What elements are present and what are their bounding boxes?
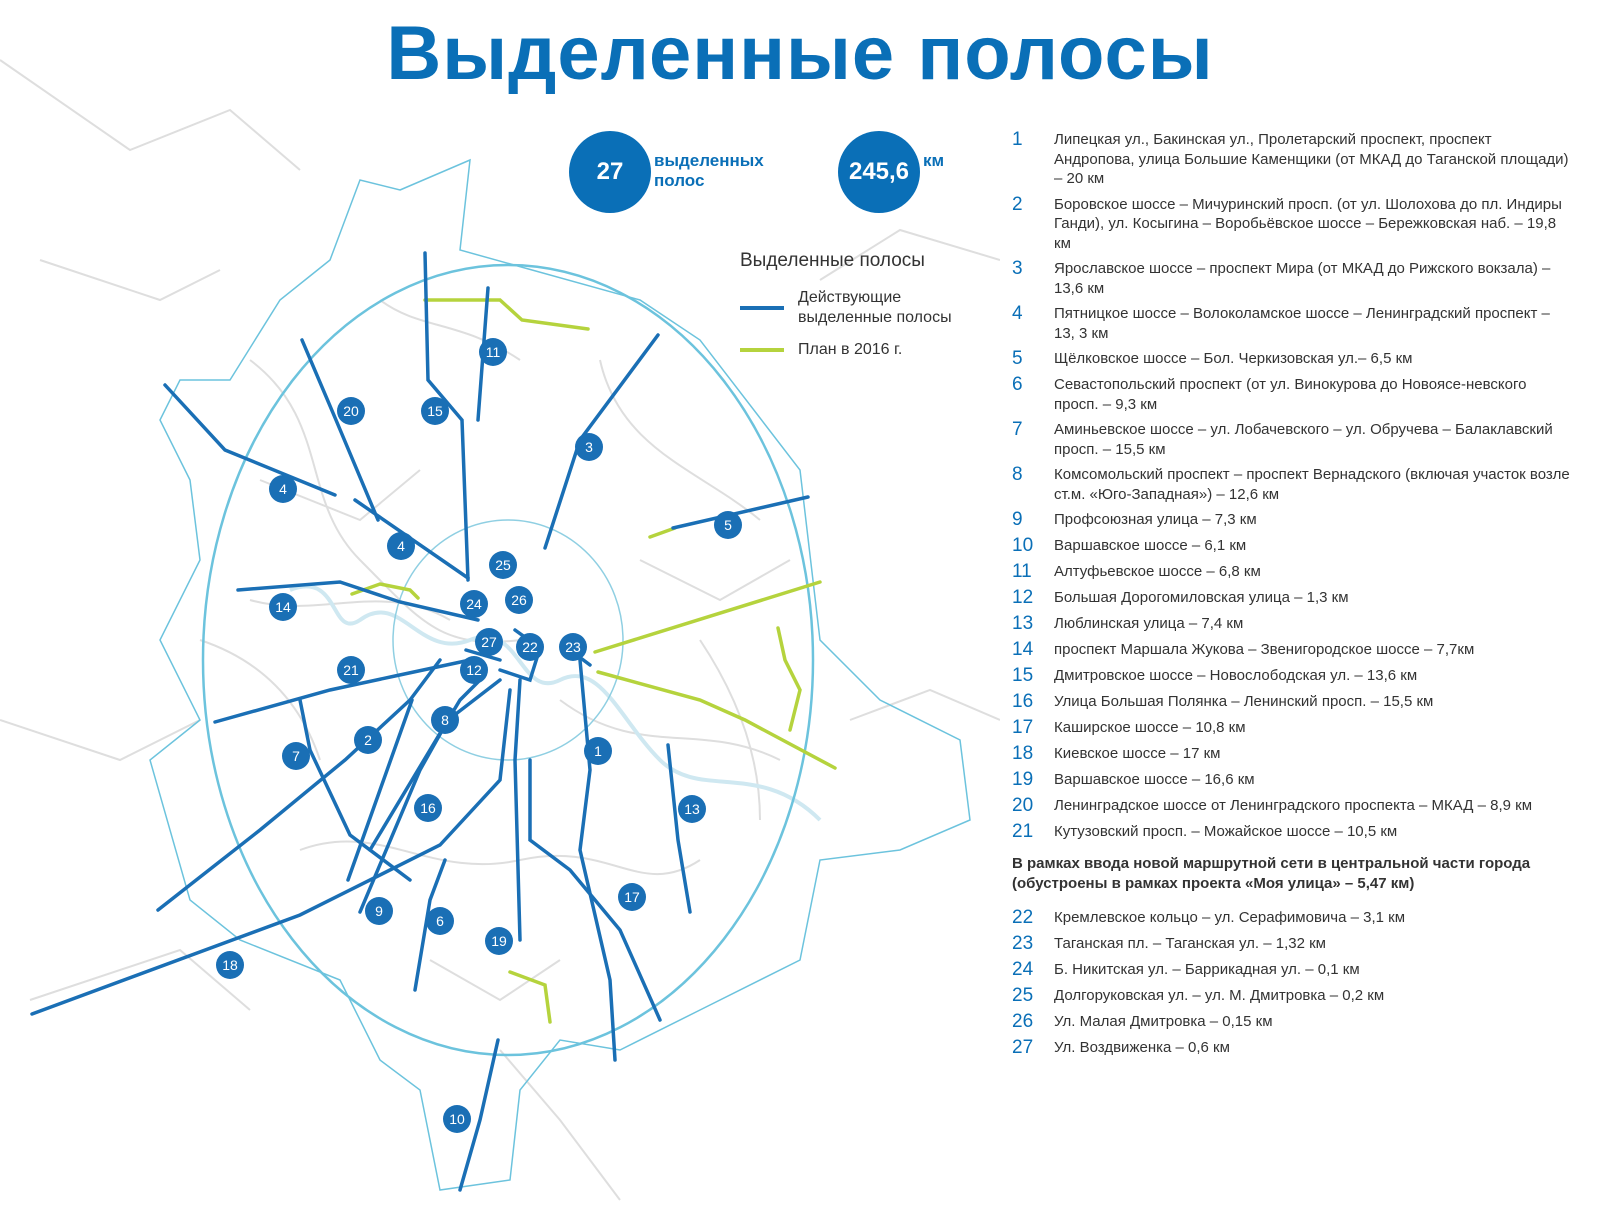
lane-2 bbox=[300, 700, 410, 880]
street-network bbox=[0, 60, 1000, 1200]
list-item: 19 Варшавское шоссе – 16,6 км bbox=[1012, 769, 1255, 790]
map-badge bbox=[575, 433, 603, 461]
list-item: 26 Ул. Малая Дмитровка – 0,15 км bbox=[1012, 1011, 1273, 1032]
plan-lane-shchelkovo bbox=[650, 528, 675, 537]
legend-title: Выделенные полосы bbox=[740, 250, 925, 271]
map-badge bbox=[426, 907, 454, 935]
list-item: 27 Ул. Воздвиженка – 0,6 км bbox=[1012, 1037, 1230, 1058]
list-item: 13 Люблинская улица – 7,4 км bbox=[1012, 613, 1244, 634]
list-item: 12 Большая Дорогомиловская улица – 1,3 км bbox=[1012, 587, 1349, 608]
map-badge bbox=[431, 706, 459, 734]
svg-text:9: 9 bbox=[375, 903, 383, 919]
svg-text:19: 19 bbox=[491, 933, 507, 949]
lane-20 bbox=[302, 340, 378, 520]
map-badge bbox=[337, 656, 365, 684]
svg-text:24: 24 bbox=[466, 596, 482, 612]
list-item: 15 Дмитровское шоссе – Новослободская ул. – 13,6 км bbox=[1012, 665, 1418, 686]
lane-4a bbox=[165, 385, 335, 495]
map-badge bbox=[414, 794, 442, 822]
svg-text:7: 7 bbox=[292, 748, 300, 764]
svg-text:6: 6 bbox=[436, 913, 444, 929]
svg-text:26: 26 bbox=[511, 592, 527, 608]
map-badge bbox=[678, 795, 706, 823]
total-km-label: км bbox=[923, 151, 945, 170]
list-item: 10 Варшавское шоссе – 6,1 км bbox=[1012, 535, 1247, 556]
lane-13 bbox=[668, 745, 690, 912]
svg-text:23: 23 bbox=[565, 639, 581, 655]
list-item: 21 Кутузовский просп. – Можайское шоссе – 10,5 км bbox=[1012, 821, 1398, 842]
list-item: 16 Улица Большая Полянка – Ленинский просп. – 15,5 км bbox=[1012, 691, 1434, 712]
svg-text:5: 5 bbox=[724, 517, 732, 533]
plan-lane-altufyevo bbox=[425, 300, 588, 329]
map-badge bbox=[460, 656, 488, 684]
list-item: 6 Севастопольский проспект (от ул. Винокурова до Новоясе-невского просп. – 9,3 км bbox=[1012, 374, 1527, 413]
total-km-circle: 245,6 bbox=[838, 131, 920, 213]
map-badge bbox=[479, 338, 507, 366]
svg-text:17: 17 bbox=[624, 889, 640, 905]
svg-text:15: 15 bbox=[427, 403, 443, 419]
map-badge bbox=[337, 397, 365, 425]
svg-text:11: 11 bbox=[485, 344, 501, 360]
svg-text:12: 12 bbox=[466, 662, 482, 678]
svg-text:8: 8 bbox=[441, 712, 449, 728]
map-badge bbox=[618, 883, 646, 911]
list-item: 5 Щёлковское шоссе – Бол. Черкизовская ул.– 6,5 км bbox=[1012, 348, 1413, 369]
map-badge bbox=[584, 737, 612, 765]
map-badge bbox=[216, 951, 244, 979]
legend-item-plan: План в 2016 г. bbox=[740, 340, 980, 360]
list-item: 20 Ленинградское шоссе от Ленинградского проспекта – МКАД – 8,9 км bbox=[1012, 795, 1533, 816]
svg-text:4: 4 bbox=[397, 538, 405, 554]
map-badge bbox=[559, 633, 587, 661]
map-badge bbox=[516, 633, 544, 661]
svg-text:16: 16 bbox=[420, 800, 436, 816]
list-item: 25 Долгоруковская ул. – ул. М. Дмитровка – 0,2 км bbox=[1012, 985, 1385, 1006]
list-item: 1 Липецкая ул., Бакинская ул., Пролетарский проспект, проспект Андропова, улица Большие Каменщики (от МКАД до Таганской площади) – 20 км bbox=[1012, 129, 1569, 187]
svg-text:2: 2 bbox=[364, 732, 372, 748]
svg-text:4: 4 bbox=[279, 481, 287, 497]
map-badge bbox=[443, 1105, 471, 1133]
lanes-count-label: выделенных полос bbox=[654, 151, 764, 190]
plan-lane-south bbox=[510, 972, 550, 1022]
list-item: 8 Комсомольский проспект – проспект Вернадского (включая участок возле ст.м. «Юго-Западная») – 12,6 км bbox=[1012, 464, 1570, 503]
map-badge bbox=[269, 475, 297, 503]
list-item: 14 проспект Маршала Жукова – Звенигородское шоссе – 7,7км bbox=[1012, 639, 1475, 660]
map-badge bbox=[505, 586, 533, 614]
list-item: 7 Аминьевское шоссе – ул. Лобачевского – ул. Обручева – Балаклавский просп. – 15,5 км bbox=[1012, 419, 1553, 458]
svg-text:10: 10 bbox=[449, 1111, 465, 1127]
svg-text:14: 14 bbox=[275, 599, 291, 615]
plan-lane-east-3 bbox=[778, 628, 800, 730]
map-badge bbox=[489, 551, 517, 579]
svg-text:20: 20 bbox=[343, 403, 359, 419]
list-item: 17 Каширское шоссе – 10,8 км bbox=[1012, 717, 1246, 738]
map-badge bbox=[421, 397, 449, 425]
svg-text:18: 18 bbox=[222, 957, 238, 973]
list-item: 2 Боровское шоссе – Мичуринский просп. (от ул. Шолохова до пл. Индиры Ганди), ул. Косыгина – Воробьёвское шоссе – Бережковская наб. – 19,8 км bbox=[1012, 193, 1562, 252]
plan-lane-east-1 bbox=[595, 582, 820, 652]
list-item: 4 Пятницкое шоссе – Волоколамское шоссе – Ленинградский проспект – 13, 3 км bbox=[1012, 303, 1550, 342]
map-badge bbox=[485, 927, 513, 955]
list-item: 23 Таганская пл. – Таганская ул. – 1,32 км bbox=[1012, 933, 1326, 954]
legend bbox=[740, 250, 980, 372]
map-badge bbox=[365, 897, 393, 925]
lanes-count-circle: 27 bbox=[569, 131, 651, 213]
legend-swatch-active bbox=[740, 306, 784, 310]
legend-item-active: Действующие выделенные полосы bbox=[740, 288, 980, 328]
active-lanes bbox=[32, 253, 808, 1190]
svg-text:22: 22 bbox=[522, 639, 538, 655]
svg-text:27: 27 bbox=[481, 634, 497, 650]
page-title: Выделенные полосы bbox=[386, 11, 1214, 96]
svg-text:1: 1 bbox=[594, 743, 602, 759]
list-item: 22 Кремлевское кольцо – ул. Серафимовича – 3,1 км bbox=[1012, 907, 1406, 928]
legend-swatch-plan bbox=[740, 348, 784, 352]
list-item: 24 Б. Никитская ул. – Баррикадная ул. – 0,1 км bbox=[1012, 959, 1360, 980]
svg-text:25: 25 bbox=[495, 557, 511, 573]
list-item: 9 Профсоюзная улица – 7,3 км bbox=[1012, 509, 1257, 530]
map-badge bbox=[475, 628, 503, 656]
map-badge bbox=[354, 726, 382, 754]
lane-8 bbox=[370, 680, 480, 850]
list-item: 3 Ярославское шоссе – проспект Мира (от МКАД до Рижского вокзала) – 13,6 км bbox=[1012, 258, 1551, 297]
map-badge bbox=[714, 511, 742, 539]
list-item: 18 Киевское шоссе – 17 км bbox=[1012, 743, 1221, 764]
lanes-list bbox=[1012, 130, 1572, 1064]
central-network-note: В рамках ввода новой маршрутной сети в центральной части города (обустроены в рамках проекта «Моя улица» – 5,47 км) bbox=[1012, 855, 1531, 892]
list-item: 11 Алтуфьевское шоссе – 6,8 км bbox=[1012, 561, 1261, 582]
lane-19 bbox=[515, 680, 520, 940]
lane-1 bbox=[580, 660, 615, 1060]
svg-text:3: 3 bbox=[585, 439, 593, 455]
map-badge bbox=[269, 593, 297, 621]
svg-text:21: 21 bbox=[343, 662, 359, 678]
map-badges bbox=[216, 338, 742, 1133]
river bbox=[290, 586, 820, 820]
svg-text:13: 13 bbox=[684, 801, 700, 817]
map-badge bbox=[387, 532, 415, 560]
map-badge bbox=[282, 742, 310, 770]
map-badge bbox=[460, 590, 488, 618]
